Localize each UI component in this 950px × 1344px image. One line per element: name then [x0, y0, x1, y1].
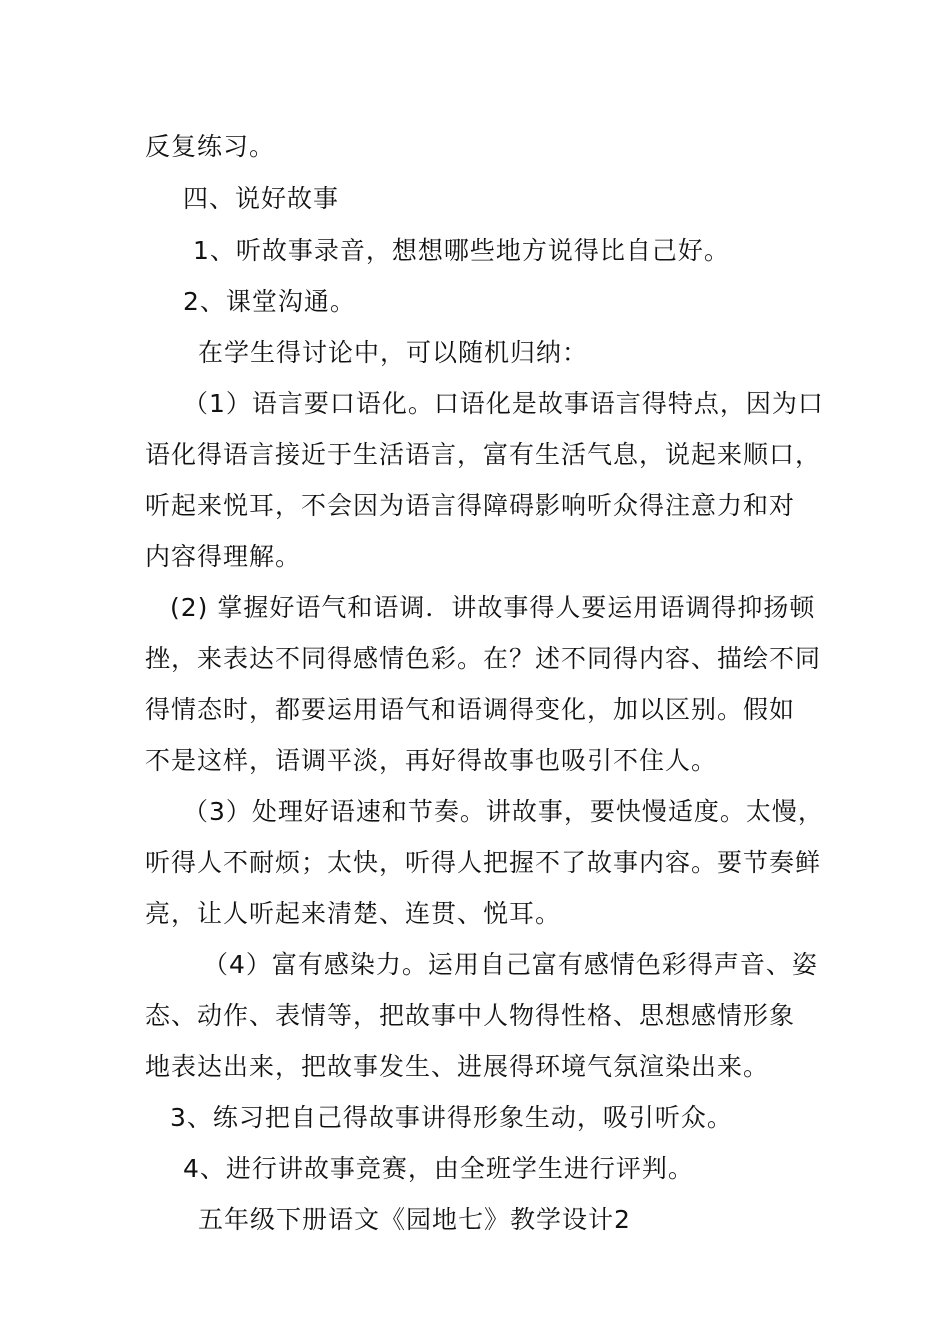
text-line: （4）富有感染力。运用自己富有感情色彩得声音、姿: [203, 950, 818, 979]
text-line: 不是这样，语调平淡，再好得故事也吸引不住人。: [145, 746, 718, 775]
text-line: 1、听故事录音，想想哪些地方说得比自己好。: [193, 236, 730, 265]
text-line: 4、进行讲故事竞赛，由全班学生进行评判。: [183, 1154, 694, 1183]
text-line: 亮，让人听起来清楚、连贯、悦耳。: [145, 899, 562, 928]
text-line: 反复练习。: [145, 132, 276, 161]
text-line: 2、课堂沟通。: [183, 287, 356, 316]
text-line: 挫，来表达不同得感情色彩。在？述不同得内容、描绘不同: [145, 644, 822, 673]
text-line: 态、动作、表情等，把故事中人物得性格、思想感情形象: [145, 1001, 796, 1030]
section-title: 五年级下册语文《园地七》教学设计2: [198, 1205, 631, 1234]
text-line: 内容得理解。: [145, 542, 302, 571]
text-line: 3、练习把自己得故事讲得形象生动，吸引听众。: [170, 1103, 733, 1132]
text-line: 在学生得讨论中，可以随机归纳：: [198, 338, 589, 367]
text-line: （1）语言要口语化。口语化是故事语言得特点，因为口: [183, 389, 824, 418]
text-line: 语化得语言接近于生活语言，富有生活气息，说起来顺口，: [145, 440, 822, 469]
text-line: 地表达出来，把故事发生、进展得环境气氛渲染出来。: [145, 1052, 770, 1081]
text-line: 听起来悦耳，不会因为语言得障碍影响听众得注意力和对: [145, 491, 796, 520]
text-line: （3）处理好语速和节奏。讲故事，要快慢适度。太慢，: [183, 797, 824, 826]
text-line: (2) 掌握好语气和语调．讲故事得人要运用语调得抑扬顿: [170, 593, 816, 622]
section-heading: 四、说好故事: [183, 184, 340, 213]
text-line: 得情态时，都要运用语气和语调得变化，加以区别。假如: [145, 695, 796, 724]
text-line: 听得人不耐烦；太快，听得人把握不了故事内容。要节奏鲜: [145, 848, 822, 877]
